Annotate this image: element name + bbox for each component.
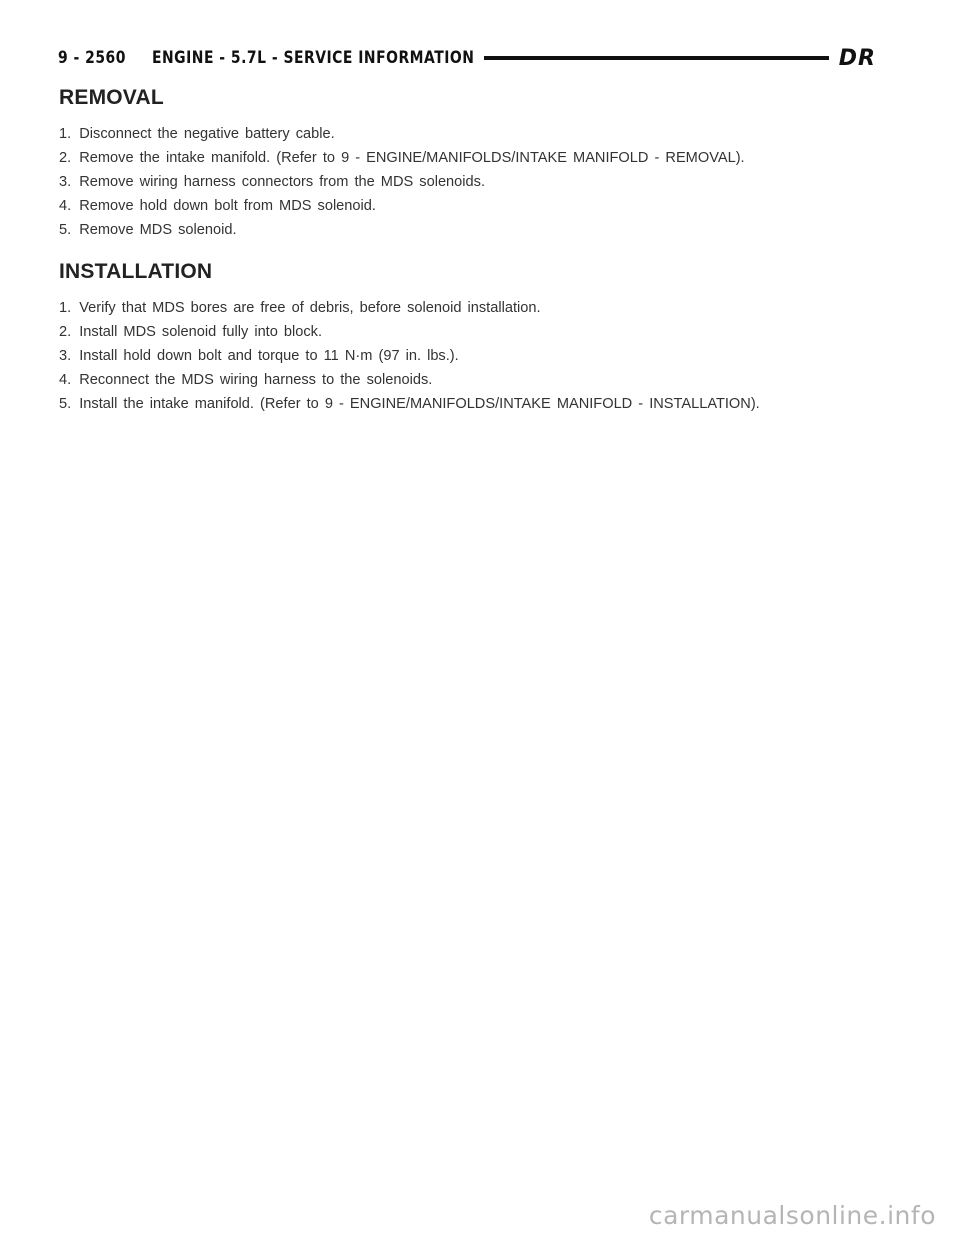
installation-heading: INSTALLATION (59, 260, 213, 283)
watermark-link[interactable]: carmanualsonline.info (648, 1201, 936, 1230)
step-text: Install MDS solenoid fully into block. (79, 324, 323, 340)
removal-steps (59, 122, 919, 242)
removal-step (59, 146, 919, 170)
step-text: Remove hold down bolt from MDS solenoid. (79, 198, 376, 214)
step-number: 3. (59, 174, 72, 190)
step-number: 5. (59, 396, 72, 412)
step-text: Reconnect the MDS wiring harness to the solenoids. (79, 372, 433, 388)
header-divider (484, 56, 829, 60)
step-text: Remove MDS solenoid. (79, 222, 237, 238)
step-text: Remove wiring harness connectors from the MDS solenoids. (79, 174, 485, 190)
installation-step (59, 368, 919, 392)
step-text: Disconnect the negative battery cable. (79, 126, 335, 142)
step-text: Verify that MDS bores are free of debris, before solenoid installation. (79, 300, 541, 316)
step-text: Install hold down bolt and torque to 11 N·m (97 in. lbs.). (79, 348, 459, 364)
installation-step (59, 344, 919, 368)
installation-step (59, 392, 919, 416)
removal-step (59, 194, 919, 218)
installation-step (59, 296, 919, 320)
step-number: 1. (59, 300, 72, 316)
section-title: ENGINE - 5.7L - SERVICE INFORMATION (152, 48, 475, 68)
installation-steps (59, 296, 919, 416)
removal-step (59, 170, 919, 194)
model-code: DR (838, 45, 876, 71)
step-number: 4. (59, 372, 72, 388)
step-number: 2. (59, 324, 72, 340)
page-number: 9 - 2560 (58, 48, 126, 68)
page-header (58, 44, 876, 72)
step-text: Install the intake manifold. (Refer to 9 - ENGINE/MANIFOLDS/INTAKE MANIFOLD - INSTALLATION). (79, 396, 760, 412)
step-number: 4. (59, 198, 72, 214)
removal-heading: REMOVAL (59, 86, 164, 109)
installation-step (59, 320, 919, 344)
step-text: Remove the intake manifold. (Refer to 9 - ENGINE/MANIFOLDS/INTAKE MANIFOLD - REMOVAL). (79, 150, 745, 166)
step-number: 5. (59, 222, 72, 238)
removal-step (59, 122, 919, 146)
step-number: 3. (59, 348, 72, 364)
step-number: 2. (59, 150, 72, 166)
document-body (59, 86, 919, 416)
removal-step (59, 218, 919, 242)
step-number: 1. (59, 126, 72, 142)
